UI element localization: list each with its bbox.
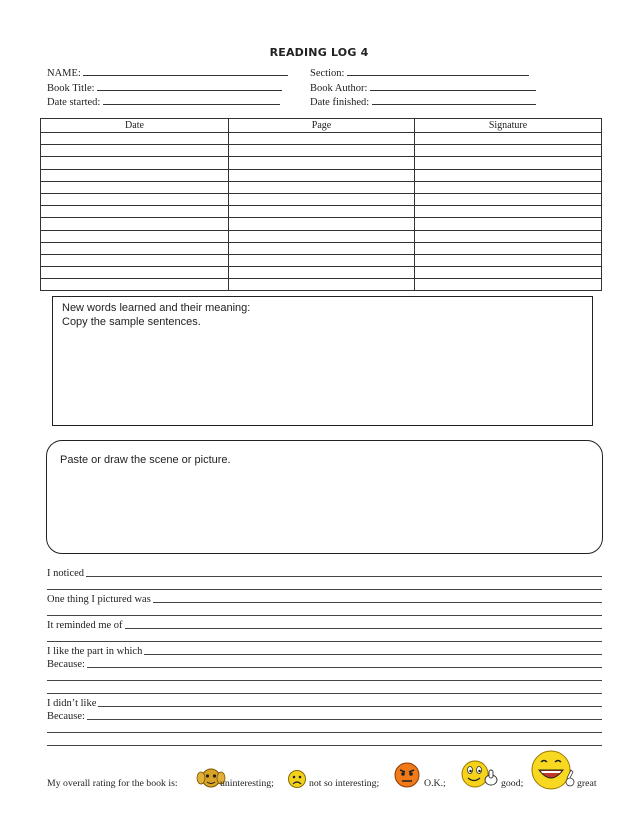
table-cell-signature[interactable] bbox=[415, 206, 602, 218]
book-author-field[interactable] bbox=[310, 81, 536, 94]
section-line bbox=[347, 66, 529, 76]
book-author-line bbox=[370, 81, 536, 91]
column-header-signature: Signature bbox=[415, 119, 602, 133]
didnt-like-line[interactable] bbox=[47, 696, 602, 709]
table-cell-signature[interactable] bbox=[415, 157, 602, 169]
because-label: Because: bbox=[47, 659, 85, 670]
table-cell-signature[interactable] bbox=[415, 267, 602, 279]
table-row bbox=[41, 242, 602, 254]
table-cell-signature[interactable] bbox=[415, 230, 602, 242]
table-cell-date[interactable] bbox=[41, 145, 229, 157]
date-started-line bbox=[103, 95, 280, 105]
pictured-label: One thing I pictured was bbox=[47, 594, 151, 605]
rating-label: My overall rating for the book is: bbox=[47, 778, 178, 789]
table-cell-signature[interactable] bbox=[415, 169, 602, 181]
because-line[interactable] bbox=[47, 709, 602, 722]
table-cell-date[interactable] bbox=[41, 181, 229, 193]
table-row bbox=[41, 145, 602, 157]
noticed-line[interactable] bbox=[47, 566, 602, 579]
liked-part-line[interactable] bbox=[47, 644, 602, 657]
new-words-box[interactable] bbox=[52, 296, 593, 426]
table-cell-signature[interactable] bbox=[415, 181, 602, 193]
table-row bbox=[41, 254, 602, 266]
table-cell-signature[interactable] bbox=[415, 145, 602, 157]
table-cell-date[interactable] bbox=[41, 279, 229, 291]
rating-great: great bbox=[577, 778, 597, 789]
table-cell-page[interactable] bbox=[229, 254, 415, 266]
column-header-date: Date bbox=[41, 119, 229, 133]
rating-good: good; bbox=[501, 778, 524, 789]
blank-line[interactable] bbox=[47, 670, 602, 683]
picture-box-label: Paste or draw the scene or picture. bbox=[60, 454, 231, 466]
page-title: READING LOG 4 bbox=[269, 46, 369, 59]
section-field[interactable] bbox=[310, 66, 529, 79]
table-cell-signature[interactable] bbox=[415, 242, 602, 254]
table-cell-page[interactable] bbox=[229, 279, 415, 291]
liked-part-label: I like the part in which bbox=[47, 646, 143, 657]
great-face-icon[interactable] bbox=[529, 748, 577, 792]
table-cell-page[interactable] bbox=[229, 218, 415, 230]
blank-line[interactable] bbox=[47, 735, 602, 748]
table-cell-page[interactable] bbox=[229, 169, 415, 181]
table-cell-date[interactable] bbox=[41, 206, 229, 218]
table-row bbox=[41, 181, 602, 193]
table-cell-page[interactable] bbox=[229, 230, 415, 242]
table-cell-page[interactable] bbox=[229, 193, 415, 205]
because-line[interactable] bbox=[47, 657, 602, 670]
blank-line[interactable] bbox=[47, 683, 602, 696]
reading-log-table bbox=[40, 118, 602, 291]
new-words-instruction: Copy the sample sentences. bbox=[62, 316, 201, 328]
table-cell-signature[interactable] bbox=[415, 218, 602, 230]
table-cell-signature[interactable] bbox=[415, 279, 602, 291]
name-field[interactable] bbox=[47, 66, 288, 79]
didnt-like-label: I didn’t like bbox=[47, 698, 97, 709]
book-author-label: Book Author: bbox=[310, 83, 368, 94]
date-started-label: Date started: bbox=[47, 97, 101, 108]
sad-face-icon[interactable] bbox=[287, 769, 307, 789]
table-cell-page[interactable] bbox=[229, 206, 415, 218]
picture-box[interactable] bbox=[46, 440, 603, 554]
book-title-label: Book Title: bbox=[47, 83, 95, 94]
rating-not-so-interesting: not so interesting; bbox=[309, 778, 380, 789]
date-finished-field[interactable] bbox=[310, 95, 536, 108]
reminded-line[interactable] bbox=[47, 618, 602, 631]
because-label: Because: bbox=[47, 711, 85, 722]
table-row bbox=[41, 133, 602, 145]
section-label: Section: bbox=[310, 68, 345, 79]
table-cell-date[interactable] bbox=[41, 254, 229, 266]
table-cell-page[interactable] bbox=[229, 145, 415, 157]
name-line bbox=[83, 66, 288, 76]
table-cell-page[interactable] bbox=[229, 181, 415, 193]
blank-line[interactable] bbox=[47, 631, 602, 644]
new-words-heading: New words learned and their meaning: bbox=[62, 302, 251, 314]
blank-line[interactable] bbox=[47, 722, 602, 735]
table-cell-signature[interactable] bbox=[415, 193, 602, 205]
date-finished-label: Date finished: bbox=[310, 97, 370, 108]
table-cell-signature[interactable] bbox=[415, 254, 602, 266]
table-cell-page[interactable] bbox=[229, 157, 415, 169]
table-cell-date[interactable] bbox=[41, 218, 229, 230]
table-cell-date[interactable] bbox=[41, 230, 229, 242]
table-cell-page[interactable] bbox=[229, 133, 415, 145]
book-title-line bbox=[97, 81, 282, 91]
table-cell-page[interactable] bbox=[229, 267, 415, 279]
table-row bbox=[41, 279, 602, 291]
table-cell-date[interactable] bbox=[41, 267, 229, 279]
table-cell-date[interactable] bbox=[41, 193, 229, 205]
table-row bbox=[41, 157, 602, 169]
table-cell-page[interactable] bbox=[229, 242, 415, 254]
table-cell-date[interactable] bbox=[41, 133, 229, 145]
rating-ok: O.K.; bbox=[424, 778, 446, 789]
reminded-label: It reminded me of bbox=[47, 620, 123, 631]
thumbs-up-face-icon[interactable] bbox=[459, 758, 499, 792]
response-lines bbox=[47, 566, 602, 748]
blank-line[interactable] bbox=[47, 605, 602, 618]
table-cell-signature[interactable] bbox=[415, 133, 602, 145]
table-cell-date[interactable] bbox=[41, 169, 229, 181]
table-row bbox=[41, 193, 602, 205]
table-row bbox=[41, 267, 602, 279]
name-label: NAME: bbox=[47, 68, 81, 79]
table-header-row bbox=[41, 119, 602, 133]
table-body bbox=[41, 133, 602, 291]
table-cell-date[interactable] bbox=[41, 157, 229, 169]
table-row bbox=[41, 206, 602, 218]
blank-line[interactable] bbox=[47, 579, 602, 592]
table-row bbox=[41, 218, 602, 230]
ok-face-icon[interactable] bbox=[393, 761, 421, 789]
table-row bbox=[41, 169, 602, 181]
date-finished-line bbox=[372, 95, 536, 105]
table-cell-date[interactable] bbox=[41, 242, 229, 254]
date-started-field[interactable] bbox=[47, 95, 280, 108]
book-title-field[interactable] bbox=[47, 81, 282, 94]
pictured-line[interactable] bbox=[47, 592, 602, 605]
table-row bbox=[41, 230, 602, 242]
noticed-label: I noticed bbox=[47, 568, 85, 579]
rating-uninteresting: uninteresting; bbox=[220, 778, 274, 789]
column-header-page: Page bbox=[229, 119, 415, 133]
